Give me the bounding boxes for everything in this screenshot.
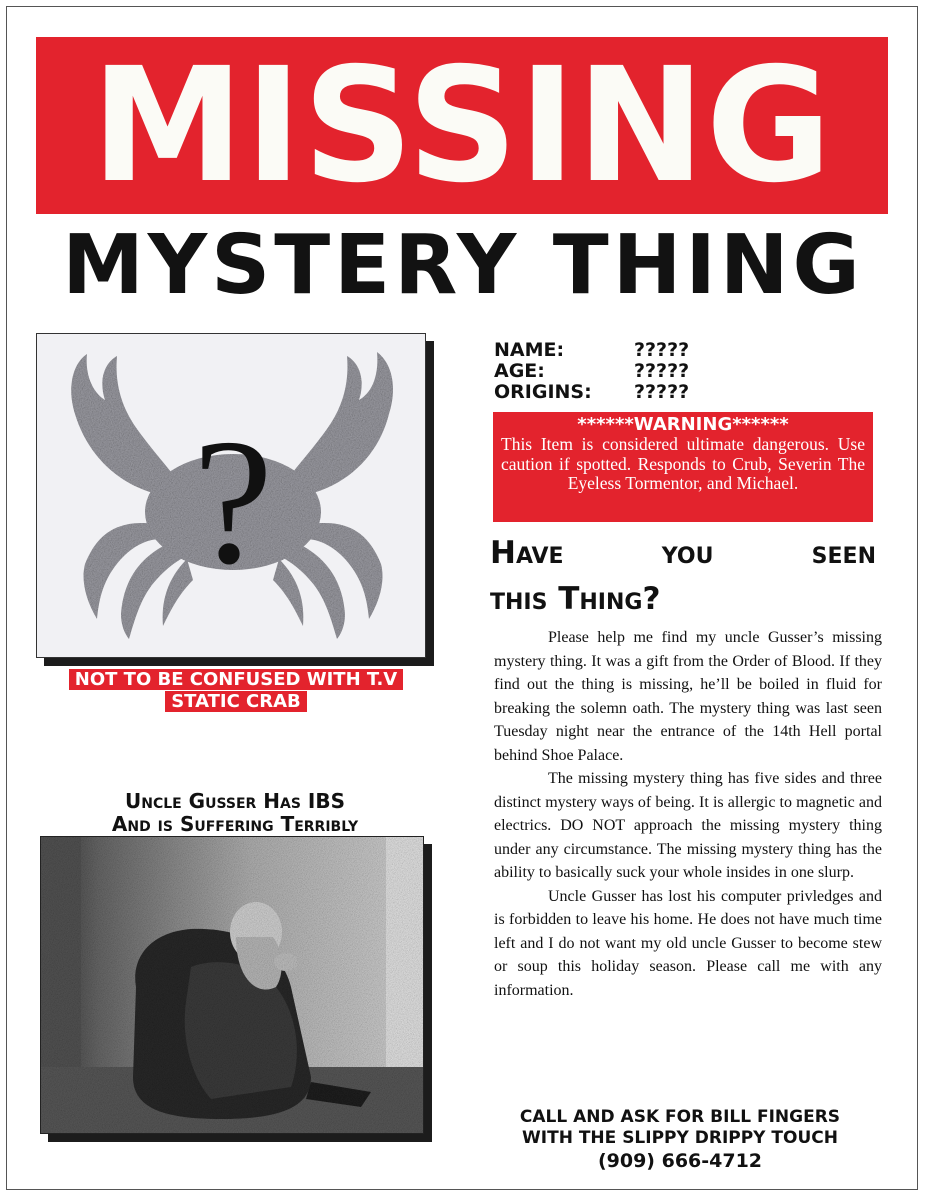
photo-caption-line1: Uncle Gusser Has IBS xyxy=(124,789,345,813)
headline xyxy=(490,530,876,622)
body-text xyxy=(494,626,882,1002)
photo-caption-line2: And is Suffering Terribly xyxy=(111,812,359,836)
body-paragraph: Uncle Gusser has lost his computer privledges and is forbidden to leave his home. He does not have much time left and I do not want my old uncle Gusser to become stew or soup this holiday season. Please call me with any information. xyxy=(494,887,882,999)
info-value: ????? xyxy=(634,339,690,361)
warning-box xyxy=(493,412,873,522)
info-row-age xyxy=(494,361,689,382)
photo-caption xyxy=(30,790,440,836)
info-label: NAME: xyxy=(494,339,565,361)
contact-phone: (909) 666-4712 xyxy=(597,1150,763,1172)
body-paragraph: Please help me find my uncle Gusser’s missing mystery thing. It was a gift from the Order of Blood. If they find out the thing is missing, he’ll be boiled in fluid for breaking the solemn oath. The mystery thing was last seen Tuesday night near the entrance of the 14th Hell portal behind Shoe Palace. xyxy=(494,629,882,764)
warning-body: This Item is considered ultimate dangerous. Use caution if spotted. Responds to Crub, Severin The Eyeless Tormentor, and Michael. xyxy=(501,434,865,493)
info-row-origins xyxy=(494,382,689,403)
banner-title: MISSING xyxy=(91,37,833,214)
info-value: ????? xyxy=(634,381,690,403)
uncle-photo xyxy=(40,836,424,1134)
headline-line2: this Thing? xyxy=(490,581,661,617)
contact-line1: CALL AND ASK FOR BILL FINGERS xyxy=(519,1107,841,1127)
info-row-name xyxy=(494,340,689,361)
missing-banner xyxy=(36,37,888,214)
identity-info xyxy=(494,340,689,403)
info-value: ????? xyxy=(634,360,690,382)
contact-line2: WITH THE SLIPPY DRIPPY TOUCH xyxy=(522,1128,838,1148)
headline-word-1: Have xyxy=(490,535,564,571)
warning-title: ******WARNING****** xyxy=(577,414,789,435)
info-label: AGE: xyxy=(494,360,545,382)
question-mark: ? xyxy=(193,402,273,601)
crab-caption xyxy=(30,669,442,713)
crab-caption-line2: STATIC CRAB xyxy=(165,691,307,712)
poster-subtitle: MYSTERY THING xyxy=(62,218,864,313)
crab-caption-line1: NOT TO BE CONFUSED WITH T.V xyxy=(69,669,403,690)
info-label: ORIGINS: xyxy=(494,381,592,403)
old-man-photo-icon xyxy=(41,837,423,1133)
headline-word-2: you xyxy=(661,535,714,571)
crab-silhouette-icon xyxy=(37,334,425,657)
crab-image xyxy=(36,333,426,658)
body-paragraph: The missing mystery thing has five sides and three distinct mystery ways of being. It is allergic to magnetic and electrics. DO NOT approach the missing mystery thing under any circumstance. The missing mystery thing has the ability to basically suck your whole insides in one slurp. xyxy=(494,770,882,881)
headline-word-3: seen xyxy=(811,535,876,571)
contact-block xyxy=(470,1107,890,1173)
